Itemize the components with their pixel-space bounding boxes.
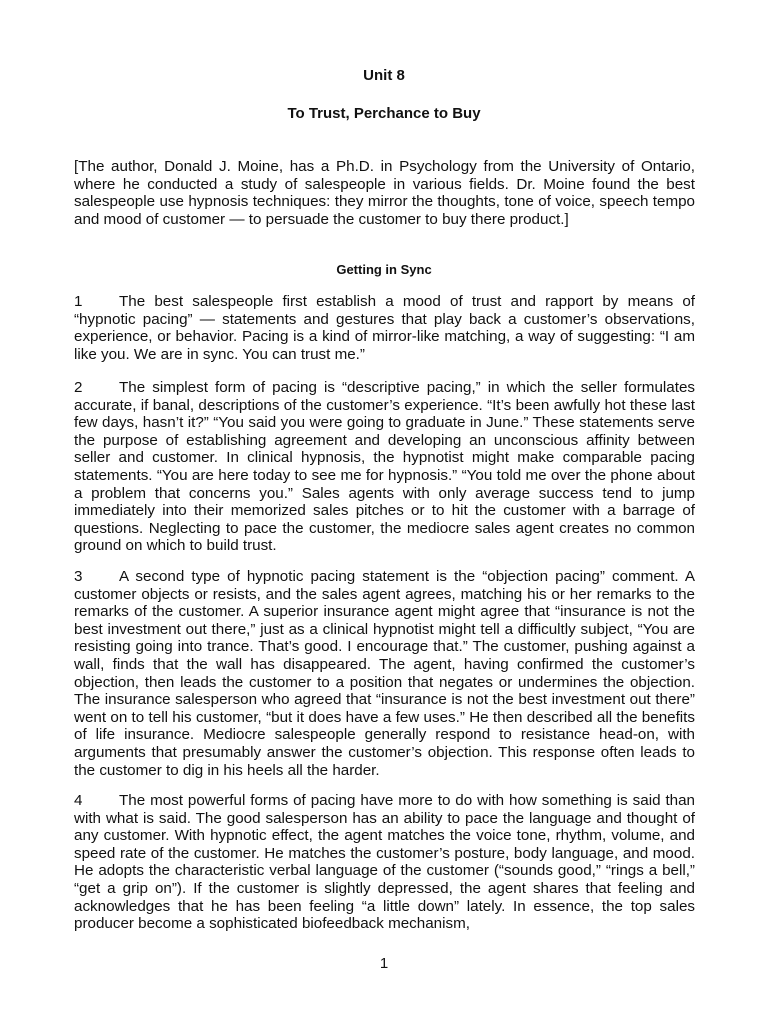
paragraph-text: The simplest form of pacing is “descriptive pacing,” in which the seller formulates accurate, if banal, descriptions of the customer’s experience. “It’s been awfully hot these last few days, hasn’t it?” “You said you were going to graduate in June.” These statements serve the purpose of establishing agreement and developing an unconscious affinity between seller and customer. In clinical hypnosis, the hypnotist might make comparable pacing statements. “You are here today to see me for hypnosis.” “You told me over the phone about a problem that concerns you.” Sales agents with only average success tend to jump immediately into their memorized sales pitches or to hit the customer with a barrage of questions. Neglecting to pace the customer, the mediocre sales agent creates no common ground on which to build trust.	[74, 379, 695, 555]
paragraph-text: A second type of hypnotic pacing statement is the “objection pacing” comment. A customer objects or resists, and the sales agent agrees, matching his or her remarks to the remarks of the customer. A superior insurance agent might agree that “insurance is not the best investment out there,” just as a clinical hypnotist might tell a difficultly subject, “You are resisting going into trance. That’s good. I encourage that.” The customer, pushing against a wall, finds that the wall has disappeared. The agent, having confirmed the customer’s objection, then leads the customer to a position that negates or undermines the objection. The insurance salesperson who agreed that “insurance is not the best investment out there” went on to tell his customer, “but it does have a few uses.” He then described all the benefits of life insurance. Mediocre salespeople generally respond to resistance head-on, with arguments that presumably answer the customer’s objection. This response often leads to the customer to dig in his heels all the harder.	[74, 568, 695, 779]
section-subheading: Getting in Sync	[336, 262, 432, 277]
intro-paragraph: [The author, Donald J. Moine, has a Ph.D. in Psychology from the University of Ontario, where he conducted a study of salespeople in various fields. Dr. Moine found the best salespeople use hypnosis techniques: they mirror the thoughts, tone of voice, speech tempo and mood of customer — to persuade the customer to buy there product.]	[74, 158, 695, 228]
paragraph-text: The most powerful forms of pacing have more to do with how something is said than with what is said. The good salesperson has an ability to pace the language and thought of any customer. With hypnotic effect, the agent matches the voice tone, rhythm, volume, and speed rate of the customer. He matches the customer’s posture, body language, and mood. He adopts the characteristic verbal language of the customer (“sounds good,” “rings a bell,” “get a grip on”). If the customer is slightly depressed, the agent shares that feeling and acknowledges that he has been feeling “a little down” lately. In essence, the top sales producer become a sophisticated biofeedback mechanism,	[74, 792, 695, 933]
paragraph	[74, 568, 695, 779]
paragraph	[74, 293, 695, 363]
page-number: 1	[379, 955, 389, 972]
paragraph-number: 3	[74, 568, 83, 585]
paragraph-text: The best salespeople first establish a mood of trust and rapport by means of “hypnotic pacing” — statements and gestures that play back a customer’s observations, experience, or behavior. Pacing is a kind of mirror-like matching, a way of suggesting: “I am like you. We are in sync. You can trust me.”	[74, 293, 695, 363]
paragraph-number: 1	[74, 293, 83, 310]
paragraph	[74, 792, 695, 933]
paragraph-number: 4	[74, 792, 83, 809]
paragraph	[74, 379, 695, 555]
page-title: To Trust, Perchance to Buy	[287, 105, 481, 122]
unit-heading: Unit 8	[363, 67, 405, 84]
paragraph-number: 2	[74, 379, 83, 396]
